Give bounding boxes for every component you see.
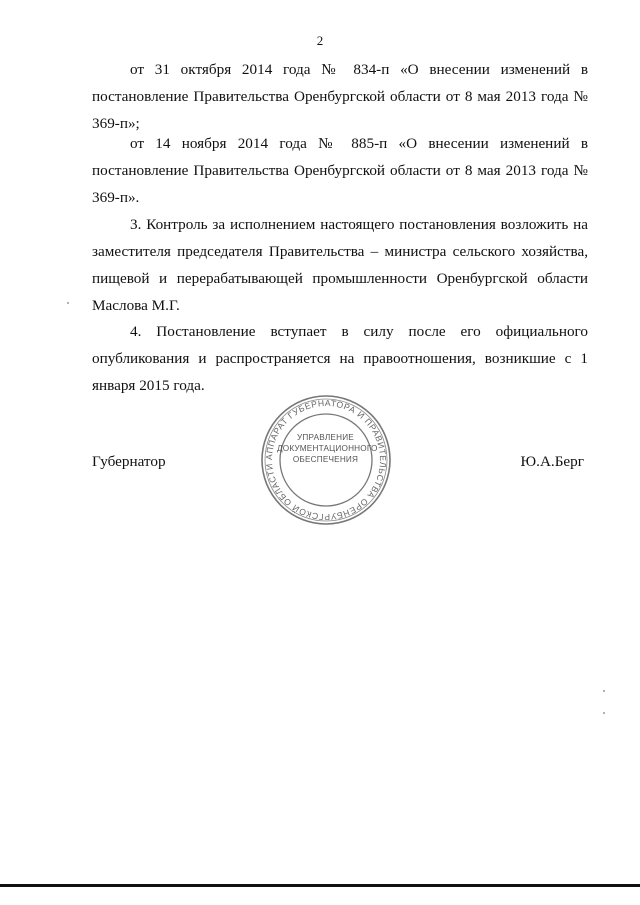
stamp-line-3: ОБЕСПЕЧЕНИЯ — [292, 455, 359, 464]
paragraph-resolution-885: от 14 ноября 2014 года № 885-п «О внесении изменений в постановление Правительства Оренбургской области от 8 мая 2013 года № 369-п». — [92, 135, 588, 206]
paragraph-effective-date: 4. Постановление вступает в силу после его официального опубликования и распространяется на правоотношения, возникшие с 1 января 2015 года. — [92, 323, 588, 394]
scan-speck — [603, 712, 605, 714]
stamp-line-2: ДОКУМЕНТАЦИОННОГО — [277, 444, 378, 453]
page-number: 2 — [316, 33, 324, 48]
stamp-line-1: УПРАВЛЕНИЕ — [297, 433, 354, 442]
signatory-title: Губернатор — [92, 453, 166, 470]
paragraph-control-clause: 3. Контроль за исполнением настоящего постановления возложить на заместителя председателя Правительства – министра сельского хозяйства, пищевой и перерабатывающей промышленности Оренбургской области Маслова М.Г. — [92, 216, 588, 314]
stamp-ring-text: АППАРАТ ГУБЕРНАТОРА И ПРАВИТЕЛЬСТВА ОРЕНБУРГСКОЙ ОБЛАСТИ — [263, 397, 389, 523]
signatory-name: Ю.А.Берг — [520, 453, 584, 470]
stamp-center-text — [277, 432, 378, 465]
scan-speck — [67, 302, 69, 304]
official-stamp — [258, 392, 394, 528]
paragraph-resolution-834: от 31 октября 2014 года № 834-п «О внесении изменений в постановление Правительства Оренбургской области от 8 мая 2013 года № 369-п»; — [92, 61, 588, 132]
scan-speck — [603, 690, 605, 692]
bottom-edge-line — [0, 884, 640, 887]
